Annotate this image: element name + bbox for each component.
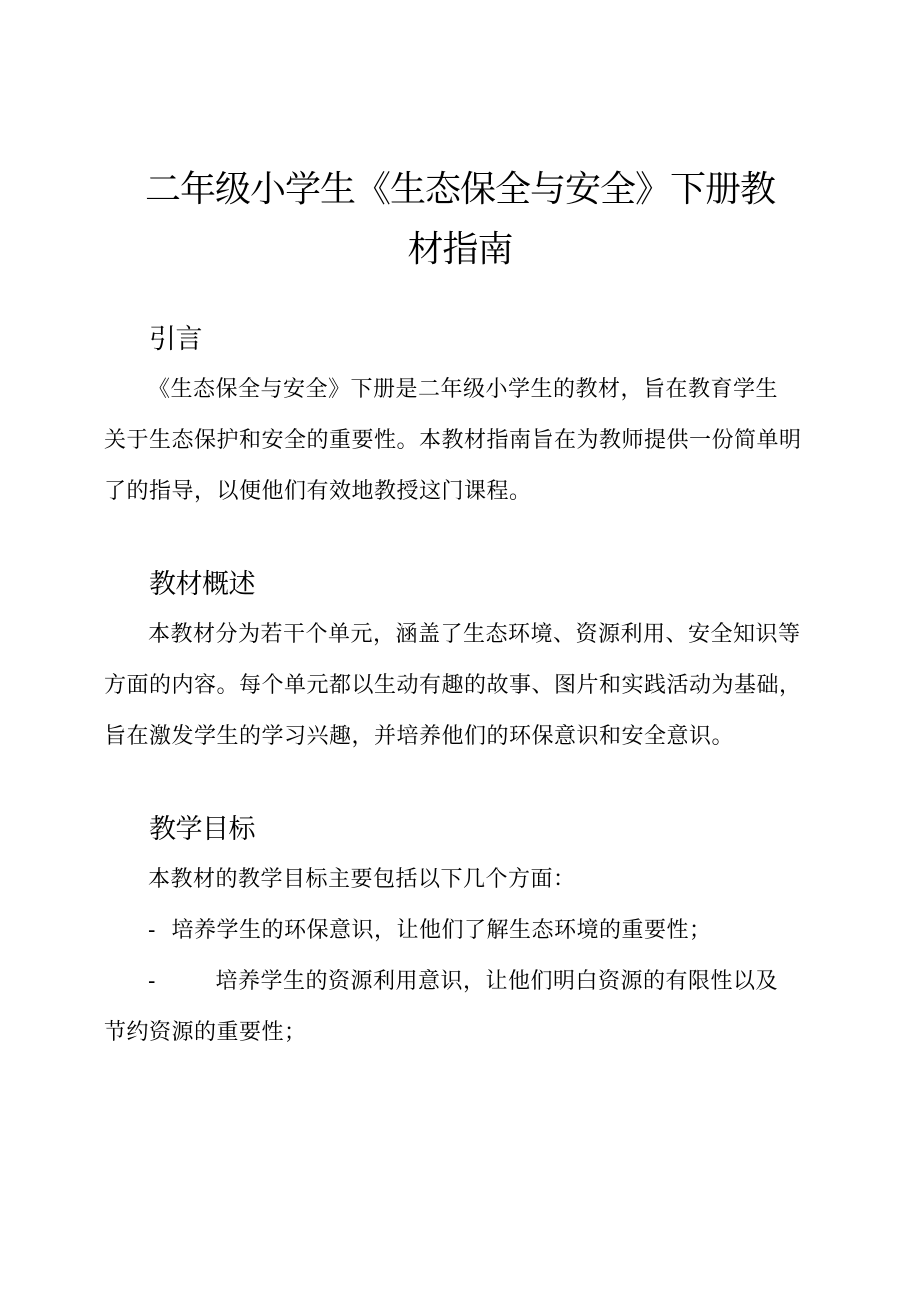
section-heading-goals: 教学目标 [149, 814, 255, 845]
section-heading-intro: 引言 [149, 324, 202, 355]
paragraph-line: 《生态保全与安全》下册是二年级小学生的教材，旨在教育学生 [148, 377, 779, 402]
section-body-goals [104, 854, 824, 1058]
paragraph-line: 方面的内容。每个单元都以生动有趣的故事、图片和实践活动为基础， [104, 673, 802, 698]
goal-item [104, 905, 824, 956]
section-body-intro [104, 364, 824, 517]
goal-text: 培养学生的资源利用意识，让他们明白资源的有限性以及 [215, 969, 778, 994]
goal-dash: - [148, 969, 156, 994]
paragraph-line: 本教材分为若干个单元，涵盖了生态环境、资源利用、安全知识等 [148, 622, 801, 647]
goals-intro: 本教材的教学目标主要包括以下几个方面： [148, 867, 576, 892]
title-line-2: 材指南 [407, 229, 513, 270]
paragraph-line: 关于生态保护和安全的重要性。本教材指南旨在为教师提供一份简单明 [104, 428, 802, 453]
document-title [100, 160, 820, 280]
paragraph-line: 了的指导，以便他们有效地教授这门课程。 [104, 479, 532, 504]
goal-item [104, 956, 824, 1007]
goal-dash: - [148, 918, 156, 943]
section-body-overview [104, 609, 824, 762]
section-heading-overview: 教材概述 [149, 569, 255, 600]
goal-text: 培养学生的环保意识，让他们了解生态环境的重要性； [171, 918, 712, 943]
goal-continuation: 节约资源的重要性； [104, 1020, 307, 1045]
title-line-1: 二年级小学生《生态保全与安全》下册教 [144, 169, 775, 210]
paragraph-line: 旨在激发学生的学习兴趣，并培养他们的环保意识和安全意识。 [104, 724, 735, 749]
